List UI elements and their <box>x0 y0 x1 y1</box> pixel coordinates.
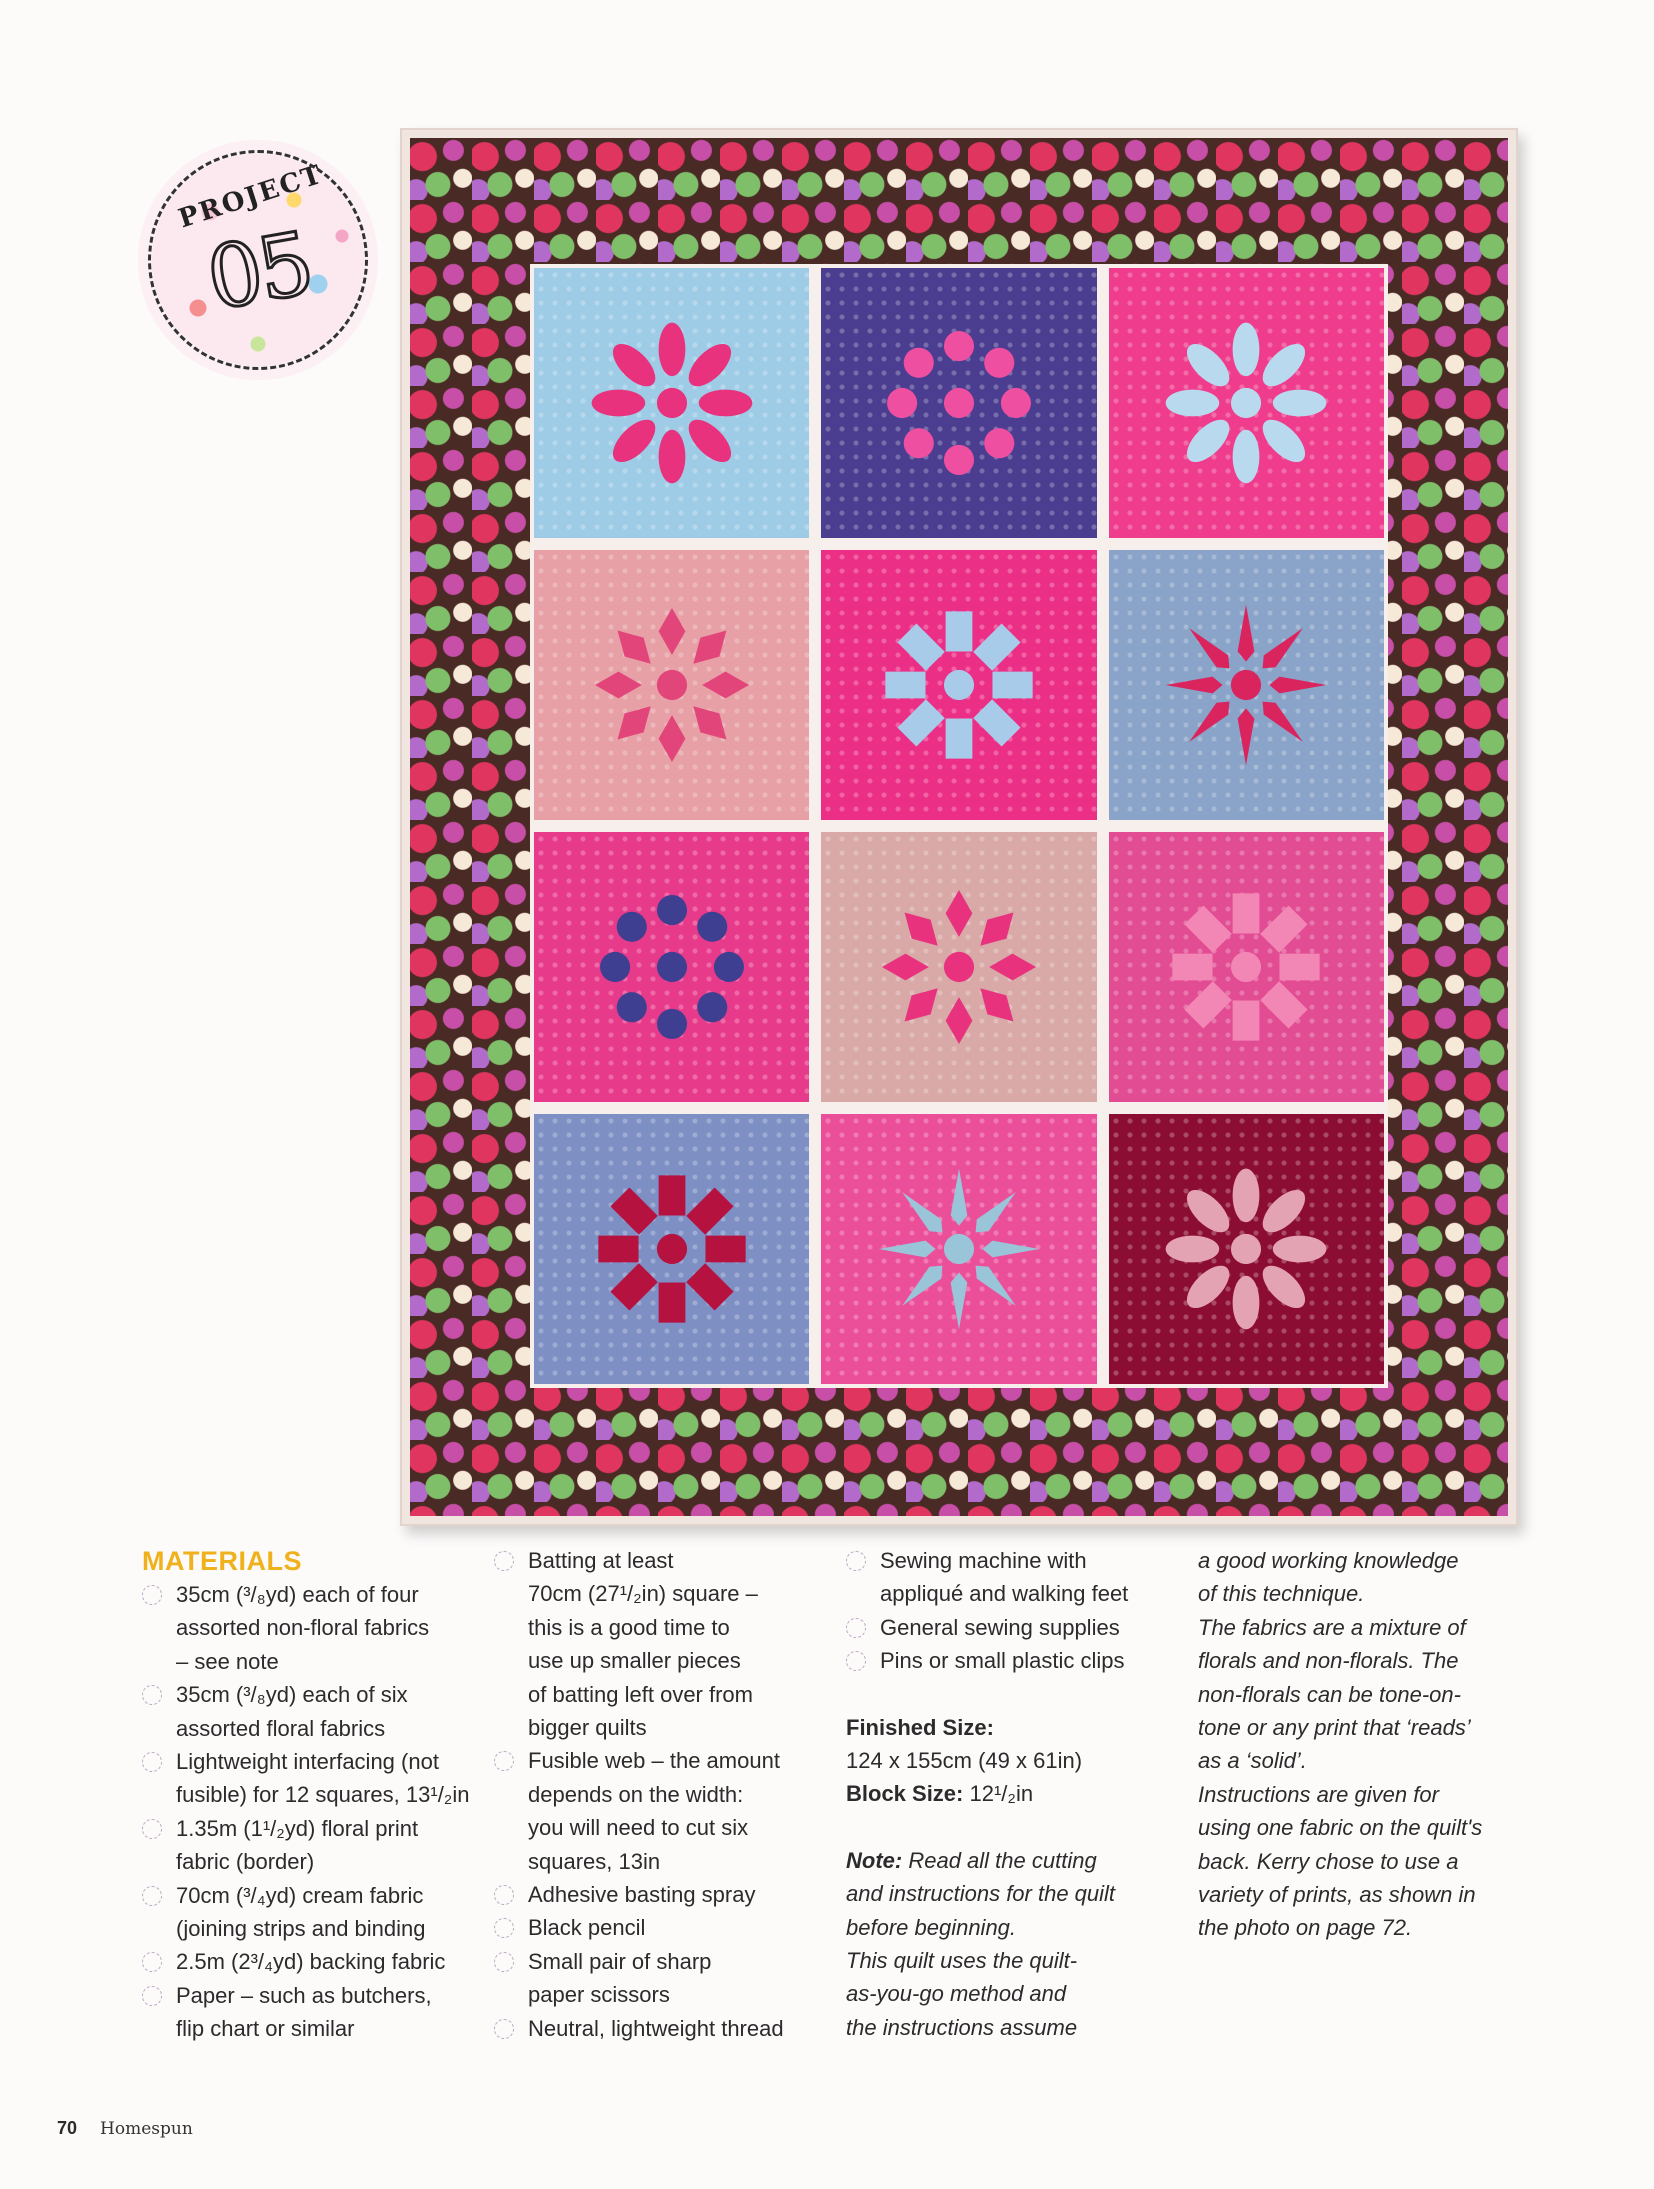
note-line: before beginning. <box>846 1914 1017 1940</box>
material-item <box>494 1544 824 1744</box>
checkbox-circle-icon <box>494 2019 514 2039</box>
material-line: flip chart or similar <box>176 2016 355 2042</box>
checkbox-circle-icon <box>846 1651 866 1671</box>
quilt-block <box>534 1114 809 1384</box>
note-line: Note: Read all the cutting <box>846 1847 1097 1873</box>
note-label: Note: <box>846 1847 903 1873</box>
applique-motif <box>586 601 757 768</box>
applique-motif <box>586 883 757 1050</box>
checkbox-circle-icon <box>494 1918 514 1938</box>
material-line: 70cm (³/₄yd) cream fabric <box>176 1882 424 1908</box>
note-line: Instructions are given for <box>1198 1781 1439 1807</box>
materials-column-2 <box>494 1544 824 2045</box>
material-item <box>494 2012 824 2045</box>
note-line: the instructions assume <box>846 2014 1078 2040</box>
note-line: florals and non-florals. The <box>1198 1648 1459 1674</box>
materials-column-1 <box>142 1544 472 2046</box>
checkbox-circle-icon <box>142 1752 162 1772</box>
material-line: Fusible web – the amount <box>528 1748 780 1774</box>
material-item <box>846 1544 1186 1611</box>
material-line: appliqué and walking feet <box>880 1581 1129 1607</box>
block-size-value: 12¹/₂in <box>969 1781 1034 1807</box>
page-number: 70 <box>57 2118 78 2138</box>
material-item <box>142 1812 472 1879</box>
note-line: of this technique. <box>1198 1581 1365 1607</box>
quilt-block <box>1109 832 1384 1102</box>
checkbox-circle-icon <box>142 1585 162 1605</box>
material-item <box>846 1611 1186 1644</box>
material-line: assorted floral fabrics <box>176 1715 386 1741</box>
quilt-block <box>534 550 809 820</box>
finished-size-label: Finished Size: <box>846 1714 994 1740</box>
note-line: as a ‘solid’. <box>1198 1748 1307 1774</box>
quilt-block <box>821 268 1096 538</box>
material-item <box>142 1745 472 1812</box>
material-item <box>494 1945 824 2012</box>
material-line: depends on the width: <box>528 1781 744 1807</box>
project-badge <box>138 140 378 380</box>
material-line: fabric (border) <box>176 1849 315 1875</box>
page-footer <box>57 2118 193 2139</box>
quilt-photo <box>400 128 1518 1526</box>
material-item <box>846 1644 1186 1677</box>
materials-list-1 <box>142 1578 472 2046</box>
material-line: use up smaller pieces <box>528 1648 741 1674</box>
note-continued-text <box>1198 1544 1538 1945</box>
quilt-block <box>821 1114 1096 1384</box>
materials-heading: MATERIALS <box>142 1546 302 1576</box>
applique-motif <box>1161 883 1332 1050</box>
note-line: back. Kerry chose to use a <box>1198 1848 1459 1874</box>
note-line: The fabrics are a mixture of <box>1198 1614 1466 1640</box>
material-line: 70cm (27¹/₂in) square – <box>528 1581 758 1607</box>
material-line: bigger quilts <box>528 1715 647 1741</box>
checkbox-circle-icon <box>142 1986 162 2006</box>
project-number: 05 <box>200 213 318 331</box>
note-line: the photo on page 72. <box>1198 1915 1413 1941</box>
magazine-name: Homespun <box>100 2119 193 2139</box>
checkbox-circle-icon <box>846 1551 866 1571</box>
material-line: General sewing supplies <box>880 1614 1120 1640</box>
material-line: (joining strips and binding <box>176 1916 426 1942</box>
material-item <box>142 1578 472 1678</box>
checkbox-circle-icon <box>494 1885 514 1905</box>
applique-motif <box>874 883 1045 1050</box>
checkbox-circle-icon <box>846 1618 866 1638</box>
note-line: and instructions for the quilt <box>846 1881 1116 1907</box>
material-line: 35cm (³/₈yd) each of six <box>176 1682 408 1708</box>
material-line: assorted non-floral fabrics <box>176 1615 430 1641</box>
quilt-block-grid <box>530 264 1388 1388</box>
quilt-block <box>821 832 1096 1102</box>
material-line: fusible) for 12 squares, 13¹/₂in <box>176 1782 470 1808</box>
material-line: Lightweight interfacing (not <box>176 1749 439 1775</box>
project-label: PROJECT <box>175 159 327 235</box>
material-line: 35cm (³/₈yd) each of four <box>176 1582 419 1607</box>
block-size-label: Block Size: <box>846 1781 964 1807</box>
material-item <box>142 1879 472 1946</box>
material-item <box>142 1678 472 1745</box>
checkbox-circle-icon <box>494 1751 514 1771</box>
material-item <box>494 1878 824 1911</box>
applique-motif <box>1161 601 1332 768</box>
material-line: Small pair of sharp <box>528 1948 712 1974</box>
note-line: using one fabric on the quilt's <box>1198 1815 1483 1841</box>
material-item <box>494 1744 824 1878</box>
material-line: Paper – such as butchers, <box>176 1982 432 2008</box>
checkbox-circle-icon <box>142 1819 162 1839</box>
material-line: 1.35m (1¹/₂yd) floral print <box>176 1815 419 1841</box>
material-line: Neutral, lightweight thread <box>528 2015 784 2041</box>
quilt-block <box>1109 1114 1384 1384</box>
material-line: Sewing machine with <box>880 1548 1087 1573</box>
note-line: a good working knowledge <box>1198 1548 1459 1573</box>
material-line: Black pencil <box>528 1915 646 1941</box>
checkbox-circle-icon <box>494 1952 514 1972</box>
applique-motif <box>874 1165 1045 1332</box>
applique-motif <box>586 1165 757 1332</box>
block-size <box>846 1777 1186 1810</box>
material-line: of batting left over from <box>528 1681 753 1707</box>
quilt-block <box>1109 550 1384 820</box>
material-line: 2.5m (2³/₄yd) backing fabric <box>176 1949 446 1975</box>
checkbox-circle-icon <box>142 1952 162 1972</box>
material-line: Adhesive basting spray <box>528 1882 756 1908</box>
material-line: Batting at least <box>528 1548 674 1573</box>
material-line: paper scissors <box>528 1982 670 2008</box>
note-line: variety of prints, as shown in <box>1198 1882 1476 1908</box>
applique-motif <box>586 319 757 486</box>
note-line: This quilt uses the quilt- <box>846 1948 1078 1974</box>
material-line: – see note <box>176 1648 279 1674</box>
quilt-block <box>821 550 1096 820</box>
note-text <box>846 1844 1186 1944</box>
quilt-block <box>1109 268 1384 538</box>
material-line: this is a good time to <box>528 1614 730 1640</box>
material-item <box>494 1911 824 1944</box>
materials-list-3 <box>846 1544 1186 1678</box>
quilt-block <box>534 832 809 1102</box>
checkbox-circle-icon <box>142 1886 162 1906</box>
finished-size-value: 124 x 155cm (49 x 61in) <box>846 1748 1083 1774</box>
finished-size <box>846 1711 1186 1744</box>
material-item <box>142 1979 472 2046</box>
note-line: non-florals can be tone-on- <box>1198 1681 1461 1707</box>
applique-motif <box>874 319 1045 486</box>
applique-motif <box>1161 1165 1332 1332</box>
applique-motif <box>1161 319 1332 486</box>
quilt-block <box>534 268 809 538</box>
material-line: you will need to cut six <box>528 1815 749 1841</box>
material-item <box>142 1945 472 1978</box>
checkbox-circle-icon <box>494 1551 514 1571</box>
materials-column-3 <box>846 1544 1186 2044</box>
materials-list-2 <box>494 1544 824 2045</box>
checkbox-circle-icon <box>142 1685 162 1705</box>
applique-motif <box>874 601 1045 768</box>
note-line: as-you-go method and <box>846 1981 1067 2007</box>
material-line: Pins or small plastic clips <box>880 1648 1125 1674</box>
material-line: squares, 13in <box>528 1848 661 1874</box>
note-method-text <box>846 1944 1186 2044</box>
note-line: tone or any print that ‘reads’ <box>1198 1715 1471 1741</box>
